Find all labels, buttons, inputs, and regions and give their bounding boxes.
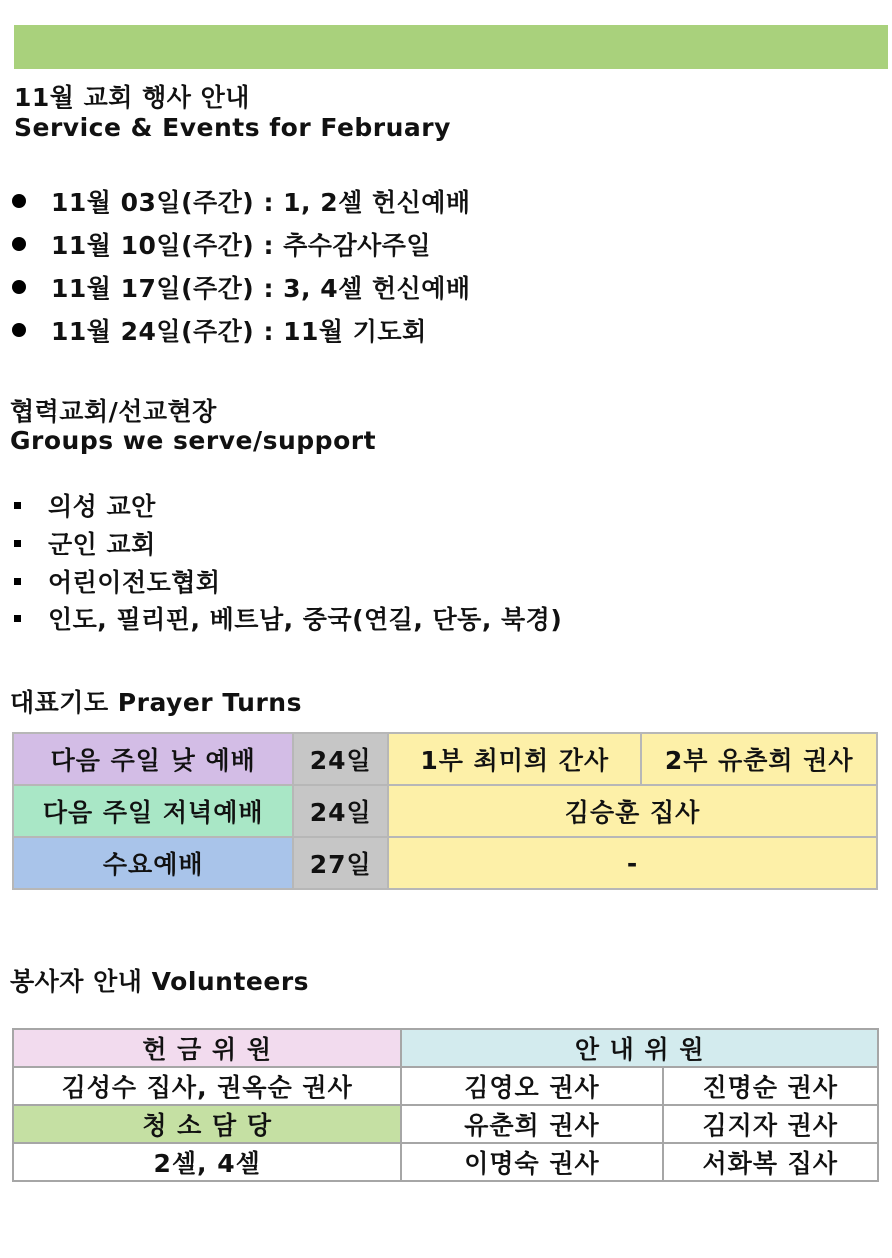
groups-title-en: Groups we serve/support [10,426,377,455]
date-cell: 27일 [293,837,388,889]
table-row [13,1105,878,1143]
bullet-dot-icon [12,194,26,208]
person-cell: 1부 최미희 간사 [388,733,641,785]
usher-cell: 유춘희 권사 [401,1105,662,1143]
table-row [13,1067,878,1105]
service-cell: 다음 주일 저녁예배 [13,785,293,837]
group-item: 어린이전도협회 [12,563,221,599]
usher-cell: 이명숙 권사 [401,1143,662,1181]
usher-cell: 김영오 권사 [401,1067,662,1105]
person-cell: - [388,837,877,889]
bullet-dot-icon [12,323,26,337]
header-bar [14,25,888,69]
offering-header: 헌 금 위 원 [13,1029,401,1067]
prayer-title: 대표기도 Prayer Turns [10,688,302,717]
volunteers-table [12,1028,879,1182]
event-item: 11월 03일(주간) : 1, 2셀 헌신예배 [12,183,471,219]
usher-cell: 진명순 권사 [663,1067,879,1105]
bullet-square-icon [14,578,21,585]
cleaning-header: 청 소 담 당 [13,1105,401,1143]
bullet-square-icon [14,615,21,622]
bullet-square-icon [14,540,21,547]
person-cell: 김승훈 집사 [388,785,877,837]
usher-cell: 김지자 권사 [663,1105,879,1143]
table-row [13,785,877,837]
service-cell: 다음 주일 낮 예배 [13,733,293,785]
event-item: 11월 17일(주간) : 3, 4셀 헌신예배 [12,269,471,305]
group-item: 인도, 필리핀, 베트남, 중국(연길, 단동, 북경) [12,600,562,636]
bullet-dot-icon [12,280,26,294]
page-title-en: Service & Events for February [14,113,451,142]
date-cell: 24일 [293,785,388,837]
volunteers-title: 봉사자 안내 Volunteers [10,967,310,996]
group-item: 의성 교안 [12,487,156,523]
table-row [13,1029,878,1067]
event-item: 11월 24일(주간) : 11월 기도회 [12,312,427,348]
service-cell: 수요예배 [13,837,293,889]
table-row [13,837,877,889]
group-item: 군인 교회 [12,525,156,561]
cleaning-members: 2셀, 4셀 [13,1143,401,1181]
person-cell: 2부 유춘희 권사 [641,733,877,785]
table-row [13,733,877,785]
page-title-ko: 11월 교회 행사 안내 [14,83,250,112]
usher-header: 안 내 위 원 [401,1029,878,1067]
date-cell: 24일 [293,733,388,785]
prayer-table [12,732,878,890]
offering-members: 김성수 집사, 권옥순 권사 [13,1067,401,1105]
bullet-square-icon [14,502,21,509]
bullet-dot-icon [12,237,26,251]
groups-title-ko: 협력교회/선교현장 [10,397,217,426]
usher-cell: 서화복 집사 [663,1143,879,1181]
table-row [13,1143,878,1181]
event-item: 11월 10일(주간) : 추수감사주일 [12,226,431,262]
